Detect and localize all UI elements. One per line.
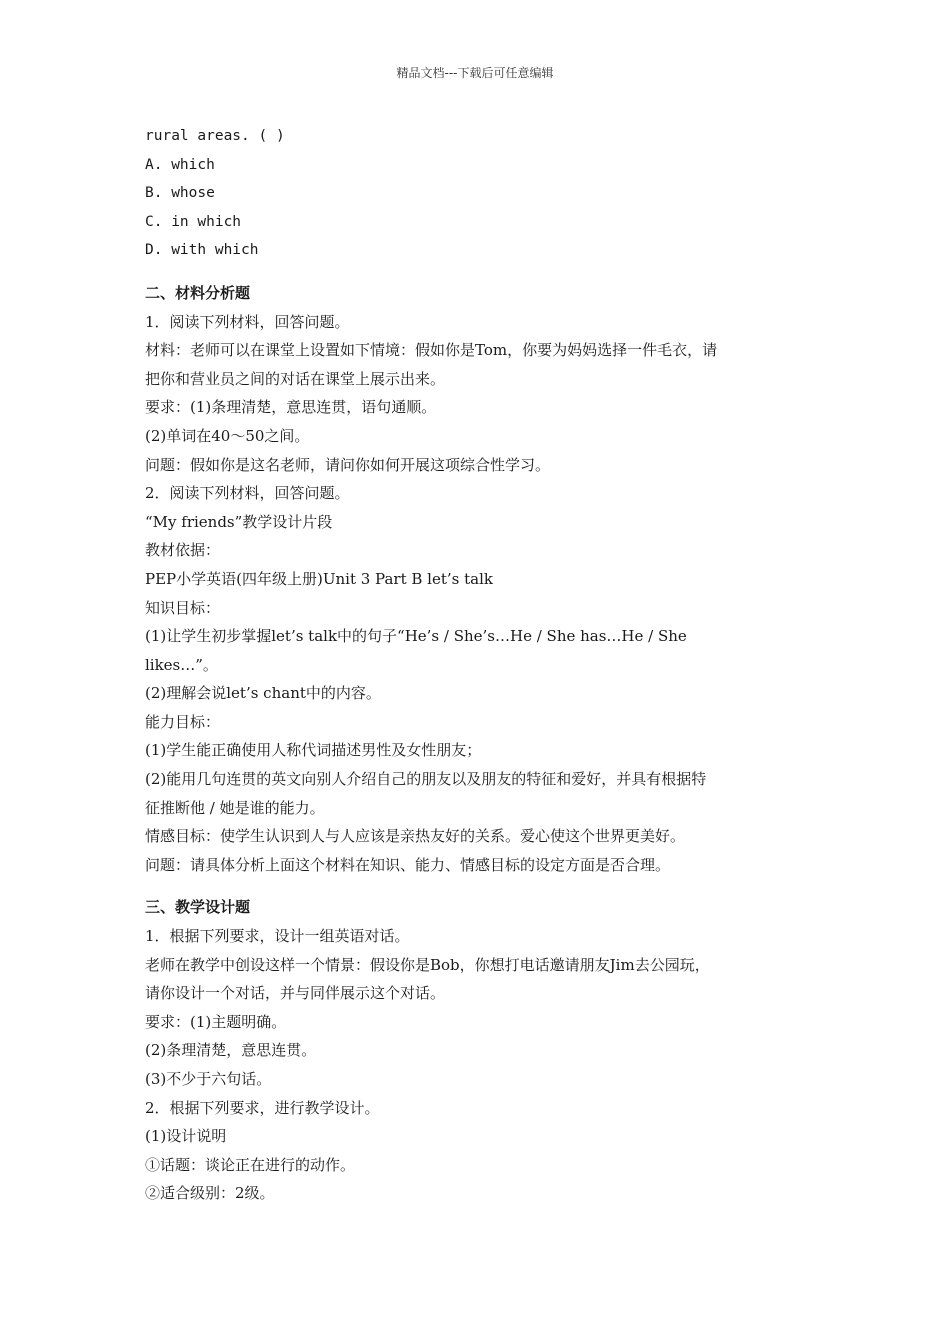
page-header: 精品文档---下载后可任意编辑 — [396, 66, 554, 80]
text-line: (2)理解会说let’s chant中的内容。 — [145, 684, 381, 703]
text-line: 2．根据下列要求，进行教学设计。 — [145, 1098, 380, 1117]
text-line: (1)学生能正确使用人称代词描述男性及女性朋友； — [145, 741, 482, 760]
text-line: 老师在教学中创设这样一个情景：假设你是Bob，你想打电话邀请朋友Jim去公园玩， — [145, 955, 710, 974]
text-line: 问题：假如你是这名老师，请问你如何开展这项综合性学习。 — [145, 455, 551, 474]
text-line: likes…”。 — [145, 655, 218, 674]
document-body — [145, 122, 815, 1208]
option-c: C. in which — [145, 213, 242, 230]
text-line: 要求：(1)主题明确。 — [145, 1012, 287, 1031]
text-line: 请你设计一个对话，并与同伴展示这个对话。 — [145, 984, 446, 1003]
text-line: 1．阅读下列材料，回答问题。 — [145, 312, 350, 331]
text-line: 情感目标：使学生认识到人与人应该是亲热友好的关系。爱心使这个世界更美好。 — [145, 827, 686, 846]
section-material-analysis — [145, 279, 815, 879]
text-line: (2)能用几句连贯的英文向别人介绍自己的朋友以及朋友的特征和爱好，并具有根据特 — [145, 770, 707, 789]
text-line: 要求：(1)条理清楚，意思连贯，语句通顺。 — [145, 398, 437, 417]
section-heading: 三、教学设计题 — [145, 898, 251, 917]
text-line: 征推断他 / 她是谁的能力。 — [145, 798, 325, 817]
text-line: (2)条理清楚，意思连贯。 — [145, 1041, 317, 1060]
option-d: D. with which — [145, 242, 259, 259]
text-line: 能力目标： — [145, 712, 221, 731]
text-line: 1．根据下列要求，设计一组英语对话。 — [145, 927, 410, 946]
text-line: 问题：请具体分析上面这个材料在知识、能力、情感目标的设定方面是否合理。 — [145, 855, 671, 874]
choice-question — [145, 122, 815, 265]
text-line: (1)设计说明 — [145, 1127, 227, 1146]
text-line: 2．阅读下列材料，回答问题。 — [145, 484, 350, 503]
option-b: B. whose — [145, 185, 215, 202]
text-line: (1)让学生初步掌握let’s talk中的句子“He’s / She’s…He / She has…He / She — [145, 627, 687, 646]
text-line: (2)单词在40～50之间。 — [145, 426, 310, 445]
text-line: 材料：老师可以在课堂上设置如下情境：假如你是Tom，你要为妈妈选择一件毛衣，请 — [145, 341, 718, 360]
text-line: PEP小学英语(四年级上册)Unit 3 Part B let’s talk — [145, 569, 493, 588]
text-line: “My friends”教学设计片段 — [145, 512, 333, 531]
section-heading: 二、材料分析题 — [145, 283, 251, 302]
section-teaching-design — [145, 893, 815, 1208]
text-line: (3)不少于六句话。 — [145, 1070, 272, 1088]
text-line: ②适合级别：2级。 — [145, 1184, 275, 1203]
option-a: A. which — [145, 156, 215, 173]
text-line: 教材依据： — [145, 541, 221, 560]
text-line: 知识目标： — [145, 598, 221, 617]
text-line: 把你和营业员之间的对话在课堂上展示出来。 — [145, 369, 446, 388]
text-line: ①话题：谈论正在进行的动作。 — [145, 1155, 356, 1174]
question-stem-tail: rural areas. ( ) — [145, 128, 285, 144]
